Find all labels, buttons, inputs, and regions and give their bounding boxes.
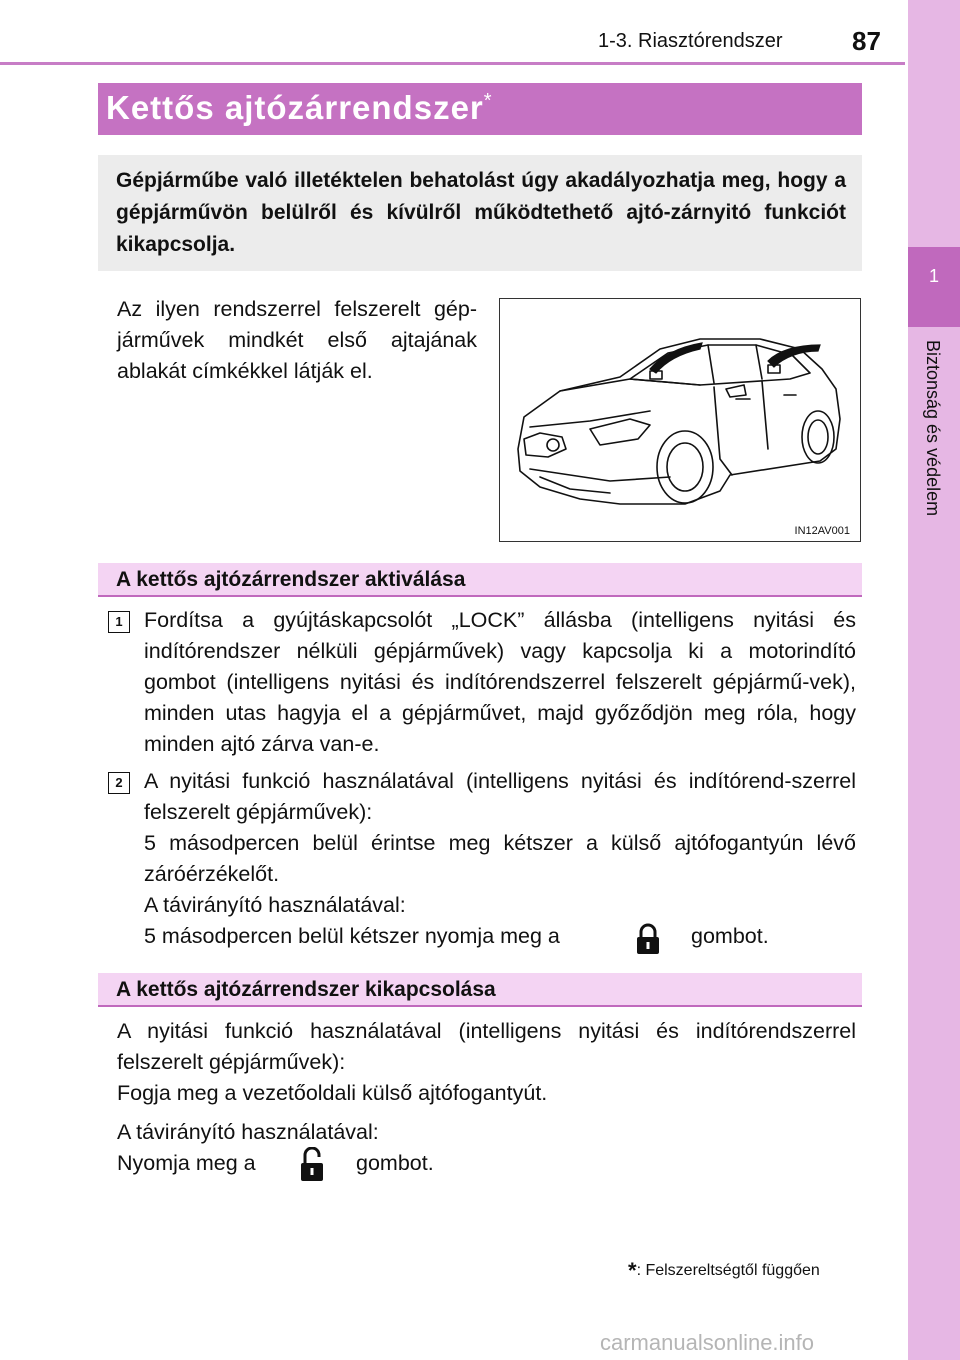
section-heading-activate: [98, 563, 862, 597]
lock-closed-icon: [634, 922, 662, 956]
page-number: 87: [852, 26, 881, 56]
chapter-number: 1: [928, 266, 939, 286]
lock-open-icon: [298, 1147, 326, 1183]
figure-code: IN12AV001: [794, 525, 850, 537]
chapter-side-tab: [908, 0, 960, 1360]
section-heading-deactivate-text: A kettős ajtózárrendszer kikapcsolása: [116, 978, 496, 1001]
header-section-title: 1-3. Riasztórendszer: [598, 30, 783, 52]
deactivate-para-2b-post: gombot.: [356, 1151, 434, 1175]
step-2-line3: A távirányító használatával:: [144, 893, 406, 917]
page-title: [106, 89, 493, 127]
footnote: [628, 1258, 820, 1284]
chapter-title: Biztonság és védelem: [923, 340, 943, 517]
body-text: Az ilyen rendszerrel felszerelt gép-járművek mindkét első ajtajának ablakát címkékkel látják el.: [117, 297, 477, 383]
header-divider: [0, 62, 905, 65]
page-title-text: Kettős ajtózárrendszer: [106, 89, 484, 126]
step-number-2: 2: [108, 772, 130, 794]
deactivate-para-2: A távirányító használatával:: [117, 1120, 379, 1144]
section-heading-activate-text: A kettős ajtózárrendszer aktiválása: [116, 568, 466, 591]
deactivate-para-1b: Fogja meg a vezetőoldali külső ajtófogantyút.: [117, 1081, 548, 1105]
footnote-asterisk: *: [628, 1258, 637, 1283]
car-drawing: [500, 299, 859, 540]
intro-box: [98, 155, 862, 271]
step-1-text: Fordítsa a gyújtáskapcsolót „LOCK” állásba (intelligens nyitási és indítórendszer nélküli gépjárművek) vagy kapcsolja ki a motorindító gombot (intelligens nyitási és indítórendszerrel felszerelt gépjármű-vek), minden utas hagyja el a gépjárművet, majd győződjön meg róla, hogy minden ajtó zárva van-e.: [144, 608, 856, 756]
page-title-bar: [98, 83, 862, 135]
step-number-1: 1: [108, 611, 130, 633]
step-2-line1: A nyitási funkció használatával (intelligens nyitási és indítórend-szerrel felszerelt gépjárművek):: [144, 769, 856, 824]
step-2-line4-post: gombot.: [691, 924, 769, 948]
step-2-line2: 5 másodpercen belül érintse meg kétszer a külső ajtófogantyún lévő záróérzékelőt.: [144, 831, 856, 886]
section-heading-deactivate: [98, 973, 862, 1007]
intro-text: Gépjárműbe való illetéktelen behatolást úgy akadályozhatja meg, hogy a gépjárművön belülről és kívülről működtethető ajtó-zárnyitó funkciót kikapcsolja.: [116, 169, 846, 256]
footnote-text: : Felszereltségtől függően: [636, 1262, 820, 1279]
title-asterisk: *: [483, 90, 493, 112]
chapter-number-box: [908, 247, 960, 327]
watermark: carmanualsonline.info: [600, 1330, 815, 1355]
step-2-line4-pre: 5 másodpercen belül kétszer nyomja meg a: [144, 924, 560, 948]
car-illustration: [499, 298, 861, 542]
deactivate-para-2b-pre: Nyomja meg a: [117, 1151, 256, 1175]
deactivate-para-1: A nyitási funkció használatával (intelligens nyitási és indítórendszerrel felszerelt gépjárművek):: [117, 1019, 856, 1074]
